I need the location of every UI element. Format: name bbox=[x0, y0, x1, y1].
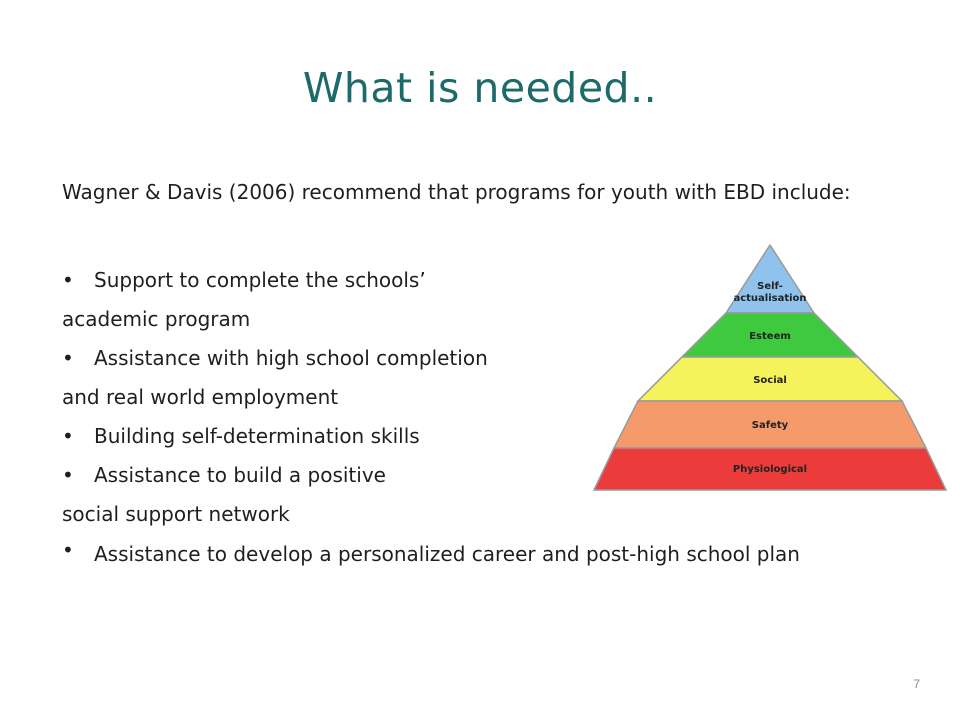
maslow-pyramid bbox=[592, 243, 948, 493]
bullet-text: Support to complete the schools’ bbox=[94, 268, 426, 292]
bullet-item bbox=[62, 534, 912, 570]
pyramid-label-self: Self- bbox=[757, 281, 783, 292]
bullet-dot: • bbox=[62, 463, 74, 487]
bullet-dot: • bbox=[62, 346, 74, 370]
slide-title: What is needed.. bbox=[302, 64, 658, 112]
bullet-dot: • bbox=[62, 424, 74, 448]
bullet-text: Building self-determination skills bbox=[94, 424, 420, 448]
bullet-continuation: social support network bbox=[62, 502, 290, 526]
bullet-text: Assistance to develop a personalized career and post-high school plan bbox=[94, 542, 800, 566]
bullet-text: Assistance to build a positive bbox=[94, 463, 386, 487]
pyramid-label-physiological: Physiological bbox=[732, 464, 808, 475]
pyramid-label-actualisation: actualisation bbox=[733, 293, 807, 304]
intro-paragraph: Wagner & Davis (2006) recommend that programs for youth with EBD include: bbox=[62, 180, 851, 204]
bullet-text: Assistance with high school completion bbox=[94, 346, 488, 370]
pyramid-label-safety: Safety bbox=[751, 420, 789, 431]
bullet-dot: • bbox=[62, 538, 74, 562]
pyramid-label-social: Social bbox=[753, 375, 787, 386]
bullet-dot: • bbox=[62, 268, 74, 292]
page-number: 7 bbox=[913, 677, 920, 691]
bullet-continuation: academic program bbox=[62, 307, 251, 331]
bullet-continuation: and real world employment bbox=[62, 385, 339, 409]
pyramid-label-esteem: Esteem bbox=[749, 331, 791, 342]
